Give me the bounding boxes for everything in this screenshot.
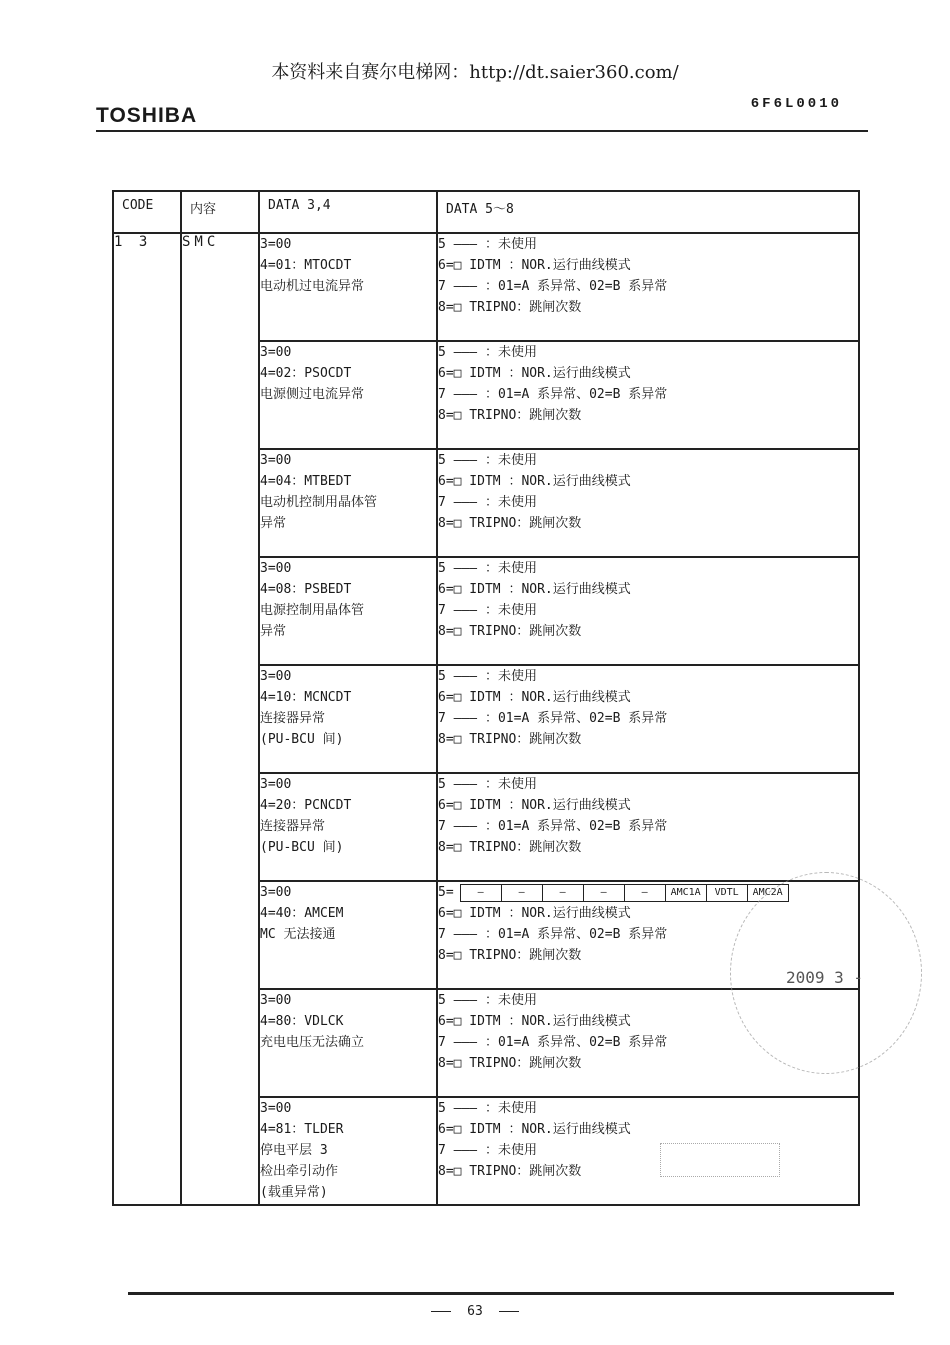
data58-cell <box>437 1097 859 1205</box>
data58-text: 6=□ IDTM ：NOR.运行曲线模式 <box>438 690 631 705</box>
data58-cell <box>437 233 859 341</box>
seal-mark <box>660 1143 780 1177</box>
data34-line: 4=10：MCNCDT <box>260 690 352 705</box>
data58-text: 6=□ IDTM ：NOR.运行曲线模式 <box>438 798 631 813</box>
data34-line: 连接器异常 <box>260 819 326 834</box>
data58-text: 8=□ TRIPNO：跳闸次数 <box>438 516 582 531</box>
data58-line <box>438 816 858 837</box>
data58-line <box>438 297 858 318</box>
data58-text: 6=□ IDTM ：NOR.运行曲线模式 <box>438 1014 631 1029</box>
data58-line <box>438 600 858 621</box>
data58-line <box>438 1161 858 1182</box>
page-footer <box>0 1304 950 1319</box>
data58-text: 8=□ TRIPNO：跳闸次数 <box>438 732 582 747</box>
data58-line <box>438 621 858 642</box>
data58-text: 5 ——— ：未使用 <box>438 777 537 792</box>
data34-line: 3=00 <box>260 345 292 360</box>
code-cell: 1 3 <box>113 233 181 1205</box>
data34-line: 4=04：MTBEDT <box>260 474 352 489</box>
dash-right <box>499 1311 519 1312</box>
data58-text: 7 ——— ：01=A 系异常、02=B 系异常 <box>438 927 668 942</box>
data58-text: 7 ——— ：01=A 系异常、02=B 系异常 <box>438 711 668 726</box>
data34-line: 4=02：PSOCDT <box>260 366 352 381</box>
data58-line <box>438 471 858 492</box>
data58-text: 6=□ IDTM ：NOR.运行曲线模式 <box>438 474 631 489</box>
data58-line <box>438 795 858 816</box>
data58-text: 5 ——— ：未使用 <box>438 453 537 468</box>
table-header-row <box>113 191 859 233</box>
data58-line <box>438 450 858 471</box>
bit-field-cell: AMC1A <box>665 885 706 901</box>
data34-line: 停电平层 3 <box>260 1143 328 1158</box>
data34-line: 3=00 <box>260 777 292 792</box>
brand-logo: TOSHIBA <box>96 104 198 127</box>
data58-text: 6=□ IDTM ：NOR.运行曲线模式 <box>438 258 631 273</box>
stamp-date: 2009 3 - <box>786 968 864 987</box>
data34-cell <box>259 233 437 341</box>
data34-line: 电动机控制用晶体管 <box>260 495 378 510</box>
data34-line: 4=80：VDLCK <box>260 1014 344 1029</box>
bit-field-cell: — <box>542 885 583 901</box>
data58-line <box>438 666 858 687</box>
data34-line: 电动机过电流异常 <box>260 279 365 294</box>
data58-text: 8=□ TRIPNO：跳闸次数 <box>438 840 582 855</box>
data58-text: 7 ——— ：01=A 系异常、02=B 系异常 <box>438 819 668 834</box>
source-line: 本资料来自赛尔电梯网：http://dt.saier360.com/ <box>271 62 679 83</box>
data34-cell <box>259 773 437 881</box>
data58-text: 5 ——— ：未使用 <box>438 237 537 252</box>
data58-text: 7 ——— ：01=A 系异常、02=B 系异常 <box>438 279 668 294</box>
data34-line: 4=81：TLDER <box>260 1122 344 1137</box>
data58-text: 8=□ TRIPNO：跳闸次数 <box>438 624 582 639</box>
data58-line <box>438 774 858 795</box>
data34-line: 4=20：PCNCDT <box>260 798 352 813</box>
data58-text: 5= <box>438 885 454 900</box>
bit-field-cell: — <box>501 885 542 901</box>
doc-number: 6F6L0010 <box>750 96 842 112</box>
data58-cell <box>437 449 859 557</box>
data34-line: 3=00 <box>260 453 292 468</box>
data34-line: (载重异常) <box>260 1185 328 1200</box>
data34-line: MC 无法接通 <box>260 927 336 942</box>
page-number: 63 <box>467 1304 483 1319</box>
data58-text: 7 ——— ：01=A 系异常、02=B 系异常 <box>438 1035 668 1050</box>
dash-left <box>431 1311 451 1312</box>
data34-line: 3=00 <box>260 561 292 576</box>
header-rule <box>96 130 868 132</box>
data34-line: 3=00 <box>260 237 292 252</box>
data58-text: 7 ——— ：未使用 <box>438 495 537 510</box>
data58-line <box>438 1119 858 1140</box>
data58-line <box>438 708 858 729</box>
bit-field-cell: — <box>583 885 624 901</box>
data34-cell <box>259 665 437 773</box>
data34-cell <box>259 341 437 449</box>
header-data34: DATA 3,4 <box>259 191 437 233</box>
data58-line <box>438 255 858 276</box>
data58-cell <box>437 557 859 665</box>
data58-line <box>438 687 858 708</box>
data58-line <box>438 363 858 384</box>
data34-line: 充电电压无法确立 <box>260 1035 365 1050</box>
data58-line <box>438 492 858 513</box>
bit-field-cell: AMC2A <box>747 885 788 901</box>
data58-cell <box>437 665 859 773</box>
data58-line <box>438 837 858 858</box>
header-code: CODE <box>113 191 181 233</box>
data58-line <box>438 1140 858 1161</box>
data58-text: 5 ——— ：未使用 <box>438 561 537 576</box>
footer-rule <box>128 1292 894 1295</box>
bit-field-cell: — <box>624 885 665 901</box>
data58-text: 5 ——— ：未使用 <box>438 1101 537 1116</box>
data58-line <box>438 579 858 600</box>
data34-line: 4=01：MTOCDT <box>260 258 352 273</box>
header-data58: DATA 5～8 <box>437 191 859 233</box>
data34-line: 3=00 <box>260 993 292 1008</box>
bit-field-cell: VDTL <box>706 885 747 901</box>
data34-line: 电源侧过电流异常 <box>260 387 365 402</box>
data58-text: 8=□ TRIPNO：跳闸次数 <box>438 408 582 423</box>
data58-line <box>438 1098 858 1119</box>
data34-cell <box>259 881 437 989</box>
data58-text: 5 ——— ：未使用 <box>438 993 537 1008</box>
data34-line: 检出牵引动作 <box>260 1164 339 1179</box>
data58-text: 7 ——— ：未使用 <box>438 1143 537 1158</box>
data58-line <box>438 276 858 297</box>
data58-line <box>438 384 858 405</box>
data34-line: 电源控制用晶体管 <box>260 603 365 618</box>
data34-line: 异常 <box>260 516 287 531</box>
content-cell: SMC <box>181 233 259 1205</box>
data34-line: 4=40：AMCEM <box>260 906 344 921</box>
data58-line <box>438 342 858 363</box>
data58-text: 5 ——— ：未使用 <box>438 669 537 684</box>
data34-line: 连接器异常 <box>260 711 326 726</box>
data58-line <box>438 405 858 426</box>
bit-field-cell: — <box>477 886 484 898</box>
header-content: 内容 <box>181 191 259 233</box>
data58-text: 5 ——— ：未使用 <box>438 345 537 360</box>
data34-cell <box>259 557 437 665</box>
data34-line: 3=00 <box>260 669 292 684</box>
data58-line <box>438 558 858 579</box>
data58-text: 7 ——— ：未使用 <box>438 603 537 618</box>
data34-line: 3=00 <box>260 1101 292 1116</box>
data34-line: (PU-BCU 间) <box>260 732 344 747</box>
data58-line <box>438 513 858 534</box>
data34-line: 4=08：PSBEDT <box>260 582 352 597</box>
data58-line <box>438 729 858 750</box>
data58-text: 8=□ TRIPNO：跳闸次数 <box>438 1056 582 1071</box>
data58-text: 8=□ TRIPNO：跳闸次数 <box>438 300 582 315</box>
data34-line: (PU-BCU 间) <box>260 840 344 855</box>
data58-text: 6=□ IDTM ：NOR.运行曲线模式 <box>438 1122 631 1137</box>
bit-field-box <box>460 884 789 902</box>
data58-text: 6=□ IDTM ：NOR.运行曲线模式 <box>438 366 631 381</box>
data58-text: 7 ——— ：01=A 系异常、02=B 系异常 <box>438 387 668 402</box>
data34-cell <box>259 449 437 557</box>
data58-text: 6=□ IDTM ：NOR.运行曲线模式 <box>438 582 631 597</box>
data58-cell <box>437 773 859 881</box>
data58-cell <box>437 341 859 449</box>
data58-text: 8=□ TRIPNO：跳闸次数 <box>438 948 582 963</box>
code-table <box>112 190 860 1206</box>
data34-cell <box>259 1097 437 1205</box>
data58-text: 6=□ IDTM ：NOR.运行曲线模式 <box>438 906 631 921</box>
data34-line: 异常 <box>260 624 287 639</box>
data34-cell <box>259 989 437 1097</box>
table-row <box>113 233 859 341</box>
data58-line <box>438 234 858 255</box>
data58-text: 8=□ TRIPNO：跳闸次数 <box>438 1164 582 1179</box>
data34-line: 3=00 <box>260 885 292 900</box>
